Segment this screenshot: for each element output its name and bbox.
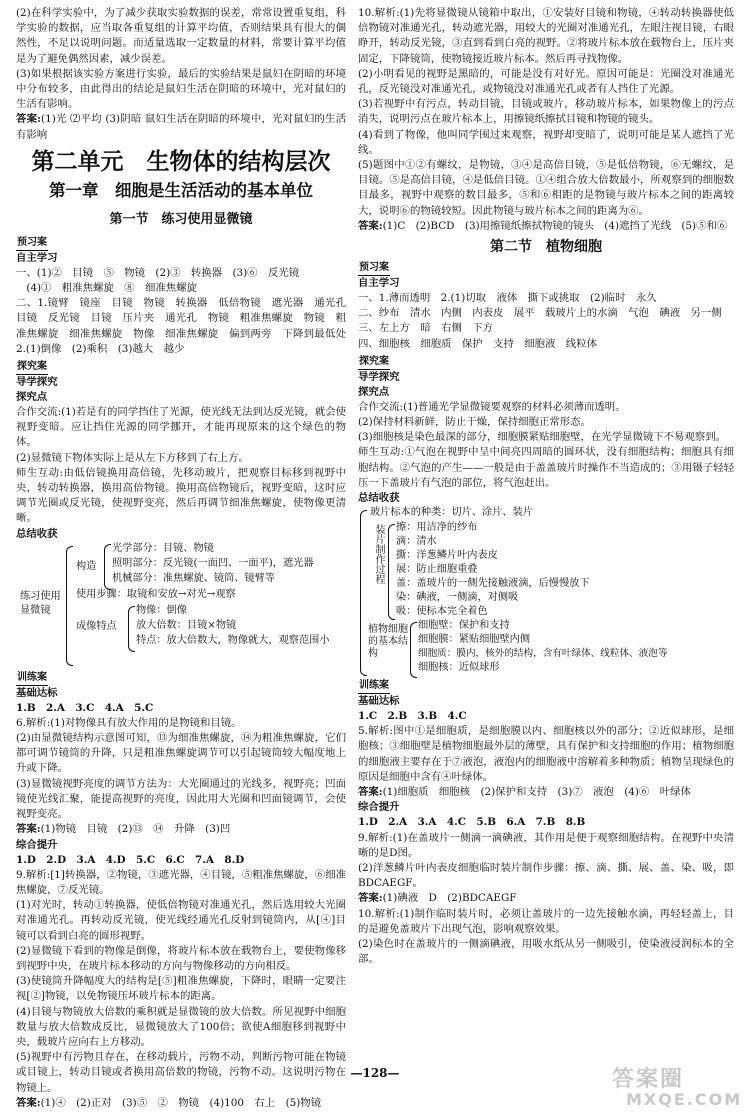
tree-brace: [410, 622, 417, 678]
self-study-line: 三、左上方 暗 右侧 下方: [358, 322, 494, 335]
answer-text: (1)碘液 D (2)BDCAEGF: [382, 892, 517, 905]
watermark-logo: 答案圈: [612, 1067, 685, 1092]
tree-item: 擦：用洁净的纱布: [396, 522, 478, 534]
tree-brace: [388, 524, 395, 620]
tree-item: 特点：放大倍数大，物像就大，观察范围小: [136, 634, 330, 646]
paragraph: (2)由显微镜结构示意图可知，⑬为细准焦螺旋，⑭为粗准焦螺旋，它们都可调节镜筒的升降，只是粗准焦螺旋调节可以引起镜筒较大幅度地上升或下降。: [16, 732, 346, 775]
summary-tree: [16, 542, 346, 670]
answer-text: (1)C (2)BCD (3)用擦镜纸擦拭物镜的镜头 (4)遮挡了光线 (5)⑤和⑥: [382, 219, 728, 232]
paragraph: 9.解析:[1]转换器，②物镜，③遮光器，④目镜，⑤粗准焦螺旋，⑥细准焦螺旋，⑦反光镜。: [16, 868, 346, 896]
tree-item: 染：碘液，一侧滴，对侧吸: [396, 592, 519, 604]
self-study-line: 一、(1)② 目镜 ⑤ 物镜 (2)③ 转换器 (3)⑥ 反光镜: [16, 266, 300, 279]
section-title: 第一节 练习使用显微镜: [109, 211, 253, 227]
unit-title: 第二单元 生物体的结构层次: [31, 148, 331, 175]
paragraph: 师生互动:①气泡在视野中呈中间亮四周暗的圆环状，没有细胞结构；细胞具有细胞结构。②气泡的产生——一般是由于盖盖玻片时操作不当造成的；③用镊子轻轻压一下盖玻片有气泡的部位，将气泡赶出。: [358, 446, 734, 489]
tree-item: 吸：使标本完全着色: [396, 606, 488, 618]
explore-points-heading: 探究点: [16, 391, 48, 404]
paragraph: 师生互动:由低倍镜换用高倍镜，先移动玻片，把观察目标移到视野中央，转动转换器，换用高倍物镜。换用高倍物镜后，视野变暗，这时应调节光圈或反光镜，使视野变亮，然后再调节细准焦螺旋，使物像更清晰。: [16, 466, 346, 525]
tree-brace: [66, 546, 73, 666]
self-study-line: 一、1.薄而透明 2.(1)切取 液体 撕下或挑取 (2)临时 永久: [358, 292, 657, 305]
basic-heading: 基础达标: [358, 695, 400, 708]
tree-root: 练习使用显微镜: [20, 590, 61, 616]
answer-key: 1.D 2.D 3.A 4.D 5.C 6.C 7.A 8.D: [16, 853, 245, 866]
tree-item: 照明部分：反光镜(一面凹、一面平)，遮光器: [112, 557, 314, 569]
paragraph: (2)染色时在盖玻片的一侧滴碘液，用吸水纸从另一侧吸引，使染液浸润标本的全部。: [358, 937, 734, 966]
answer-text: (1)④ (2)正对 (3)⑤ ② 物镜 (4)100 右上 (5)物镜: [40, 1096, 322, 1109]
answer-label: 答案:: [16, 113, 42, 126]
tree-branch: 植物细胞的基本结构: [368, 624, 408, 660]
tree-item: 撕：洋葱鳞片叶内表皮: [396, 550, 498, 562]
tree-brace: [128, 606, 135, 652]
tree-item: 机械部分：准焦螺旋、镜筒、镜臂等: [112, 572, 275, 584]
paragraph: 5.解析:图中①是细胞质，是细胞膜以内、细胞核以外的部分；②近似球形，是细胞核；③细胞壁是植物细胞最外层的薄壁，具有保护和支持细胞的作用；植物细胞的细胞液主要存在于⑦液泡，液泡内的细胞液中溶解着多种物质；植物呈现绿色的原因是细胞中含有④叶绿体。: [358, 725, 734, 783]
basic-heading: 基础达标: [16, 686, 58, 699]
improve-heading: 综合提升: [358, 801, 400, 814]
answer-key: 1.C 2.B 3.B 4.C: [358, 710, 467, 723]
paragraph: 合作交流:(1)普通光学显微镜要观察的材料必须薄而透明。: [358, 400, 626, 413]
paragraph: (4)看到了物像，他叫同学围过来观察，视野却变暗了，说明可能是某人遮挡了光线。: [358, 128, 734, 156]
paragraph: (1)对光时，转动①转换器，使低倍物镜对准通光孔，然后选用较大光圈对准通光孔。再转动反光镜，使光线经通光孔反射到镜筒内，从[④]目镜可以看到白亮的圆形视野。: [16, 899, 346, 942]
paragraph: (5)视野中有污物且存在，在移动载片，污物不动，判断污物可能在物镜或目镜上，转动目镜或者换用高倍数的物镜，污物不动。这说明污物在物镜上。: [16, 1051, 346, 1094]
paragraph: (3)使镜筒升降幅度大的结构是[⑤]粗准焦螺旋，下降时，眼睛一定要注视[②]物镜，以免物镜压坏玻片标本的距离。: [16, 975, 346, 1003]
page-number: —128—: [350, 1066, 400, 1080]
answer-line: [16, 822, 346, 837]
answer-label: 答案:: [16, 1096, 41, 1109]
summary-heading: 总结收获: [358, 492, 400, 505]
answer-text: (1)细胞质 细胞核 (2)保护和支持 (3)⑦ 液泡 (4)⑥ 叶绿体: [382, 786, 691, 799]
tree-item: 玻片标本的种类：切片、涂片、装片: [370, 507, 533, 519]
watermark-url: MXQE.COM: [626, 1090, 743, 1109]
tree-branch: 构造: [76, 560, 97, 572]
paragraph: (3)显微镜视野亮度的调节方法为：大光圈通过的光线多，视野亮；凹面镜使光线汇聚，能提高视野的亮度，因此用大光圈和凹面镜调节，会使视野变亮。: [16, 777, 346, 821]
tree-item: 细胞壁：保护和支持: [418, 620, 510, 632]
tree-item: 盖：盖玻片的一侧先接触液滴，后慢慢放下: [396, 578, 590, 590]
tree-item: 细胞核：近似球形: [418, 662, 500, 674]
tree-branch: 使用步骤：取镜和安放→对光→观察: [76, 588, 236, 600]
tree-item: 放大倍数：目镜×物镜: [136, 619, 237, 631]
paragraph: (2)洋葱鳞片叶内表皮细胞临时装片制作步骤：擦、滴、撕、展、盖、染、吸，即 BDCAEGF。: [358, 861, 734, 890]
train-tag: 训练案: [358, 678, 734, 694]
tree-item: 细胞膜：紧贴细胞壁内侧: [418, 634, 531, 646]
tree-brace: [104, 544, 111, 590]
paragraph: (3)细胞核是染色最深的部分，细胞膜紧贴细胞壁，在光学显微镜下不易观察到。: [358, 431, 726, 444]
answer-line: [358, 891, 734, 906]
paragraph: (2)显微镜下物体实际上是从左下方移到了右上方。: [16, 451, 249, 464]
paragraph: 合作交流:(1)若是有的同学挡住了光源，使光线无法到达反光镜，就会使视野变暗。应让挡住光源的同学挪开，才能再现原来的这个绿色的物体。: [16, 406, 346, 449]
paragraph: (2)显微镜下看到的物像是倒像，将玻片标本放在载物台上，要使物像移到视野中央，在玻片标本移动的方向与物像移动的方向相反。: [16, 944, 346, 972]
tree-branch: 装片制作过程: [373, 524, 384, 585]
improve-heading: 综合提升: [16, 838, 58, 851]
preview-tag: 预习案: [358, 260, 734, 276]
answer-label: 答案:: [358, 219, 383, 232]
tree-branch: 成像特点: [76, 620, 117, 632]
preview-tag: 预习案: [16, 235, 346, 251]
paragraph: 10.解析:(1)制作临时装片时，必须让盖玻片的一边先接触水滴，再轻轻盖上，目的是避免盖玻片下出现气泡，影响观察效果。: [358, 907, 734, 935]
tree-brace: [360, 510, 367, 676]
paragraph: (2)小明看见的视野是黑暗的，可能是没有对好光。原因可能是：光圈没对准通光孔，反光镜没对准通光孔，或物镜没对准通光孔或者有人挡住了光源。: [358, 67, 734, 96]
paragraph: (2)保持材料新鲜，防止干燥，保持细胞正常形态。: [358, 416, 591, 429]
explore-points-heading: 探究点: [358, 385, 390, 398]
tree-item: 展：防止细胞重叠: [396, 564, 478, 576]
answer-line: [358, 219, 734, 234]
guided-heading: 导学探究: [358, 370, 400, 383]
tree-item: 滴：清水: [396, 536, 437, 548]
paragraph: 9.解析:(1)在盖玻片一侧滴一滴碘液，其作用是便于观察细胞结构。在视野中央清晰的是D图。: [358, 831, 734, 859]
train-tag: 训练案: [16, 670, 346, 686]
paragraph: 10.解析:(1)先将显微镜从镜箱中取出，①安装好目镜和物镜，④转动转换器使低倍物镜对准通光孔，转动遮光器，用较大的光圈对准通光孔，左眼注视目镜，右眼睁开，转动反光镜，③直到看到白亮的视野。②将玻片标本放在载物台上，压片夹固定，下降镜筒，使物镜接近玻片标本。然后再寻找物像。: [358, 7, 734, 65]
tree-item: 细胞质：膜内，核外的结构，含有叶绿体、线粒体、液泡等: [418, 648, 668, 660]
answer-label: 答案:: [16, 823, 41, 836]
paragraph: (4)目镜与物镜放大倍数的乘积就是显微镜的放大倍数。所见视野中细胞数量与放大倍数成反比，显微镜放大了100倍；欲使A细胞移到视野中央，载玻片应向右上方移动。: [16, 1005, 346, 1048]
self-study-line: (4)① 粗准焦螺旋 ⑧ 细准焦螺旋: [16, 282, 197, 295]
tree-item: 物像：倒像: [136, 604, 187, 616]
paragraph: (2)在科学实验中，为了减少获取实验数据的误差，常常设置重复组，科学实验的数据，应当取各重复组的计算平均值，否则结果具有很大的偶然性，不足以说明问题。而适量选取一定数量的材料，常要计算平均值是为了避免偶然因素，减少误差。: [16, 7, 346, 65]
answer-line: [358, 785, 734, 800]
paragraph: 6.解析:(1)对物像具有放大作用的是物镜和目镜。: [16, 716, 242, 729]
self-study-heading: 自主学习: [16, 251, 58, 264]
answer-line: [16, 112, 346, 142]
paragraph: (3)如果根据该实验方案进行实验，最后的实验结果是鼠妇在阴暗的环境中分布较多，由此得出的结论是鼠妇生活在阴暗的环境中，光对鼠妇的生活有影响。: [16, 67, 346, 111]
explore-tag: 探究案: [358, 354, 734, 370]
tree-item: 光学部分：目镜、物镜: [112, 542, 214, 554]
answer-key: 1.D 2.A 3.A 4.C 5.B 6.A 7.B 8.B: [358, 816, 586, 829]
explore-tag: 探究案: [16, 359, 346, 375]
self-study-line: 二、1.镜臂 镜座 目镜 物镜 转换器 低倍物镜 遮光器 通光孔 目镜 反光镜 目镜 压片夹 通光孔 物镜 粗准焦螺旋 物镜 粗准焦螺旋 细准焦螺旋 物像 细准焦螺旋 偏到两旁 下降到最低处 2.(1)倒像 (2)乘积 (3)越大 越少: [16, 297, 357, 355]
answer-key: 1.B 2.A 3.C 4.A 5.C: [16, 701, 154, 714]
answer-label: 答案:: [358, 892, 383, 905]
chapter-title: 第一章 细胞是生活活动的基本单位: [49, 180, 313, 200]
paragraph: (5)题图中①②有螺纹，是物镜，③④是高倍目镜，⑤是低倍物镜，⑥无螺纹，是目镜。⑤是高倍目镜，④是低倍目镜。①④组合放大倍数最小，所观察到的细胞数目最多，视野中观察的数目最多，⑤和⑥相距的是物镜与玻片标本之间的距离较大，说明⑥的物镜较短。因此物镜与玻片标本之间的距离为⑥。: [358, 159, 734, 217]
summary-heading: 总结收获: [16, 527, 58, 540]
self-study-line: 四、细胞核 细胞质 保护 支持 细胞液 线粒体: [358, 337, 597, 350]
self-study-line: 二、纱布 清水 内侧 内表皮 展平 载玻片上的水滴 气泡 碘液 另一侧: [358, 307, 722, 320]
right-column: [358, 0, 734, 967]
paragraph: (3)若视野中有污点，转动目镜，目镜或玻片，移动玻片标本，如果物像上的污点消失，说明污点在玻片标本上，用擦镜纸擦拭目镜和物镜的镜头。: [358, 98, 734, 126]
answer-text: (1)光 ⑵平均 (3)阴暗 鼠妇生活在阴暗的环境中，光对鼠妇的生活有影响: [16, 113, 347, 141]
answer-line: [16, 1096, 346, 1111]
section-title: 第二节 植物细胞: [490, 239, 602, 256]
guided-heading: 导学探究: [16, 376, 58, 389]
answer-label: 答案:: [358, 786, 383, 799]
answer-text: (1)物镜 目镜 (2)⑬ ⑭ 升降 (3)凹: [40, 823, 231, 836]
left-column: [16, 0, 357, 1111]
self-study-heading: 自主学习: [358, 277, 400, 290]
summary-tree: [358, 506, 734, 678]
